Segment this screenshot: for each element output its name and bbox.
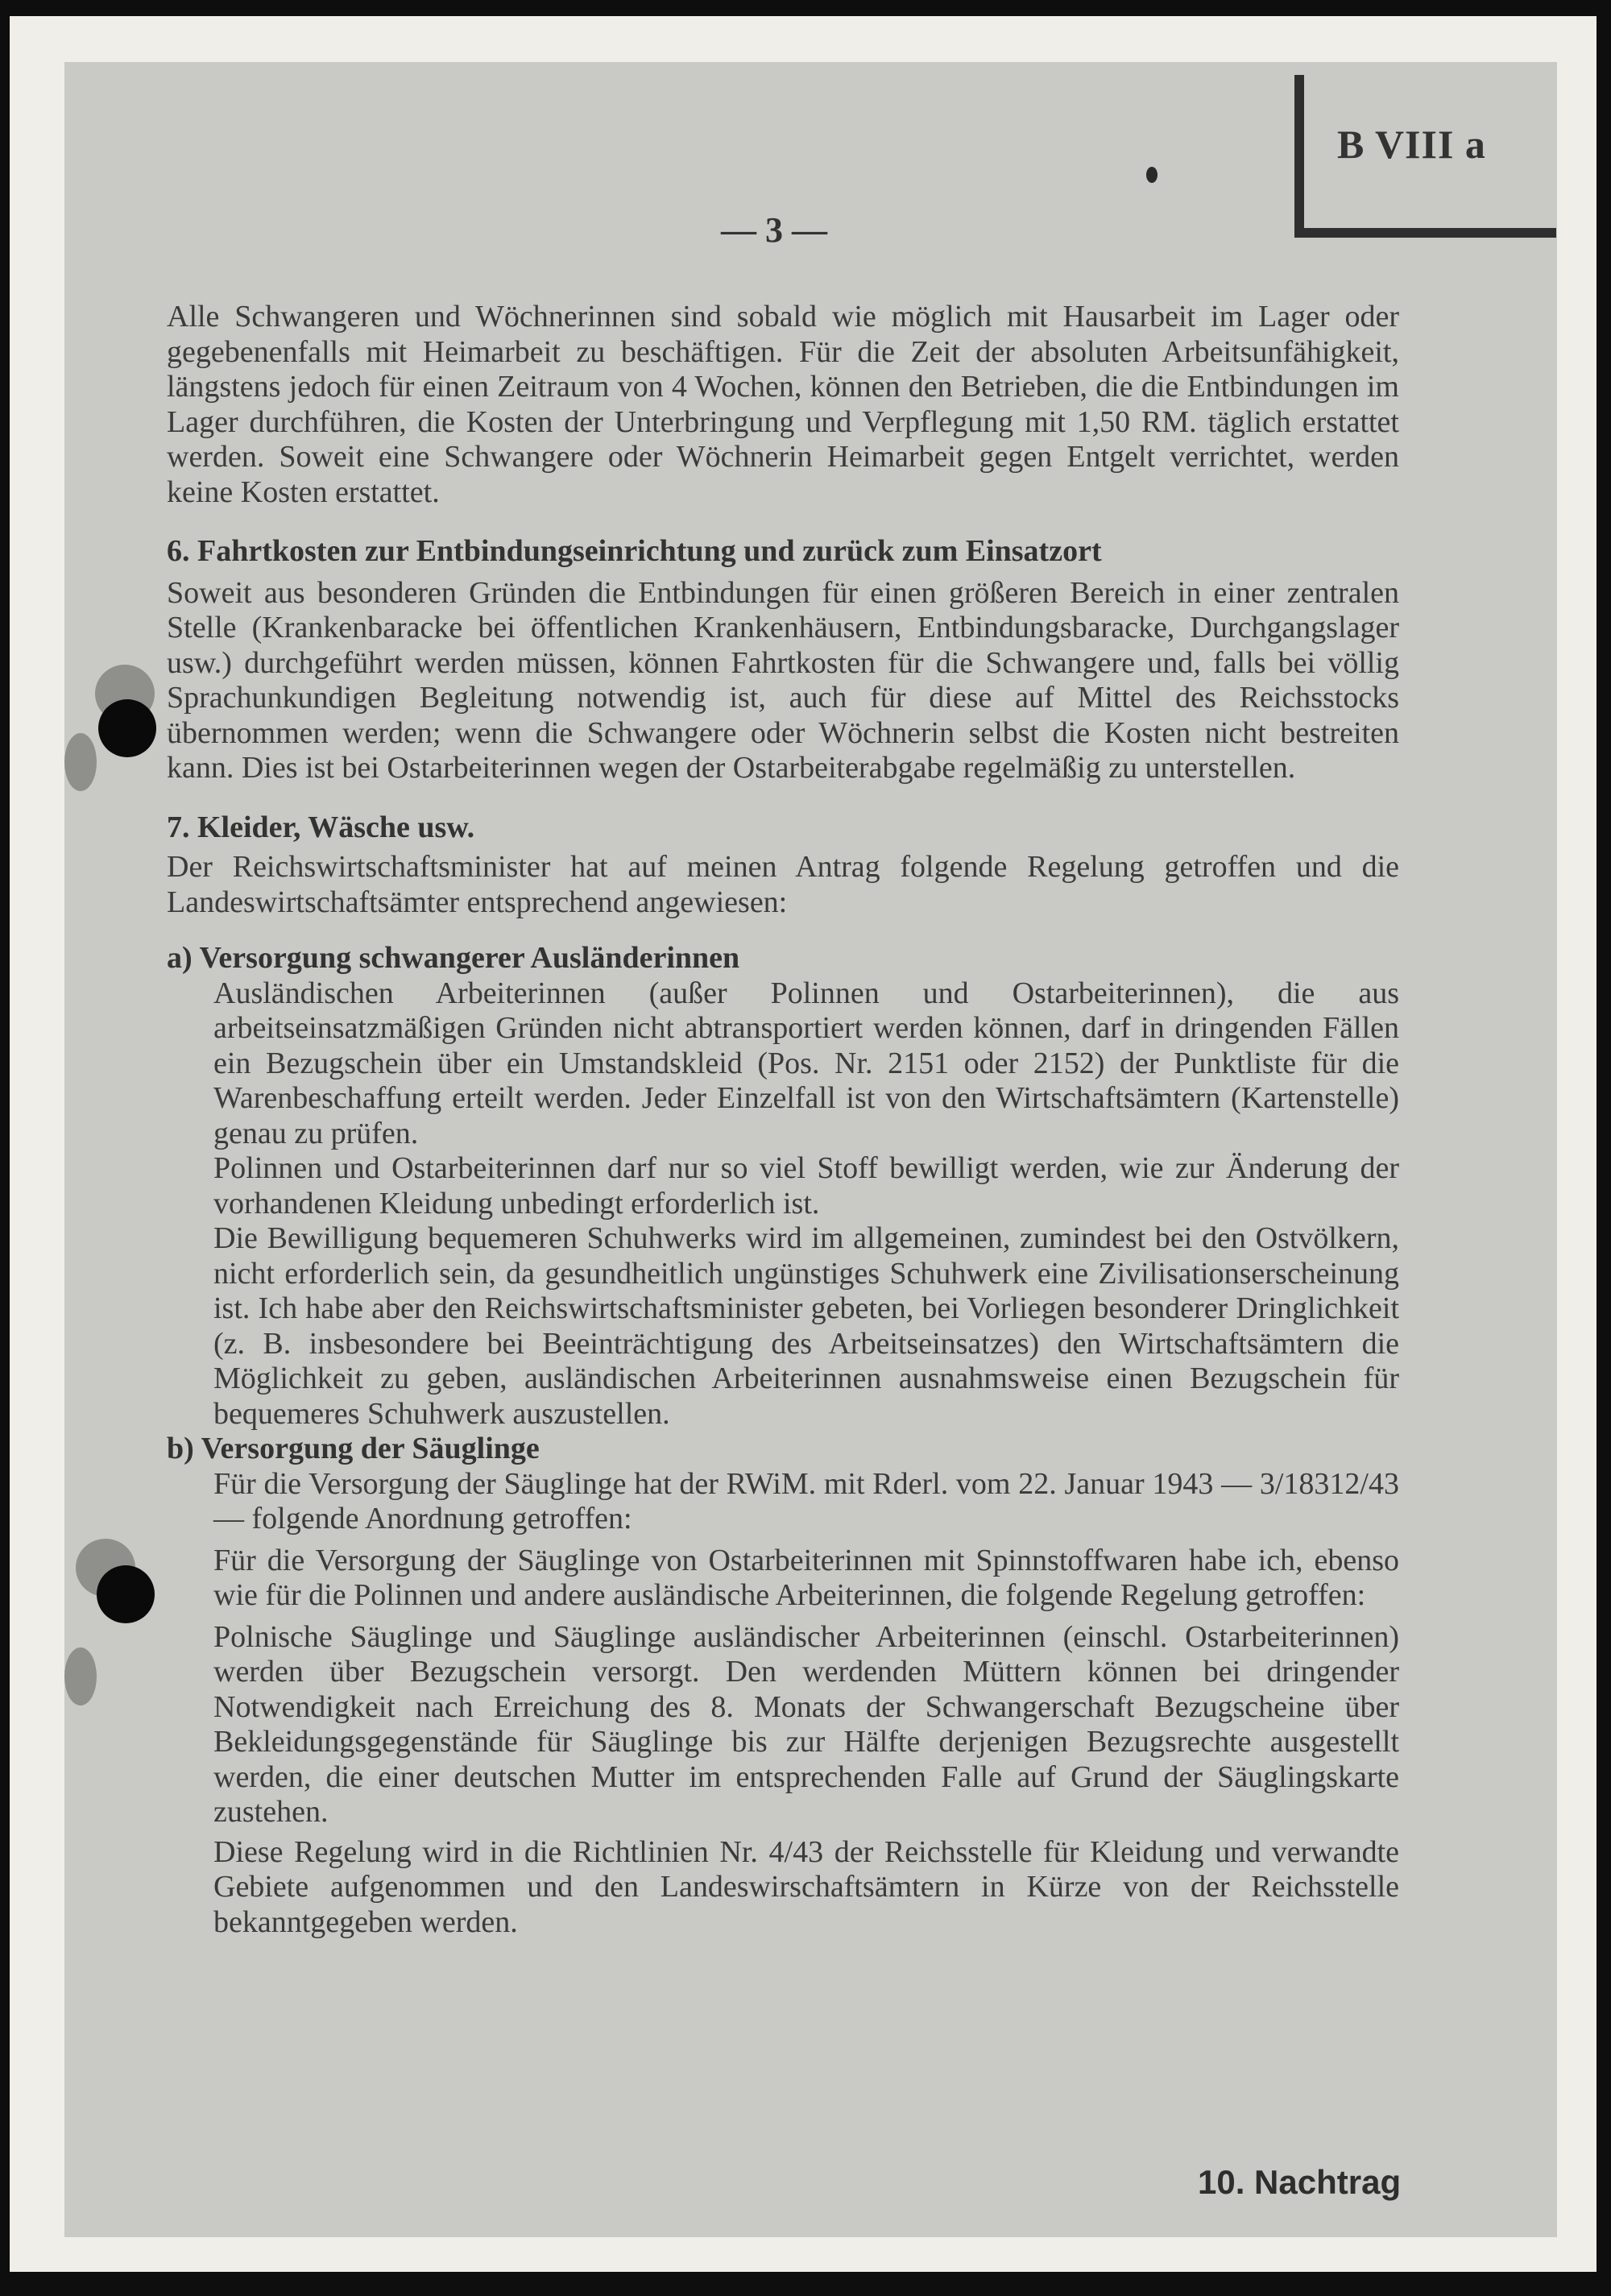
page-number: — 3 — [721,210,827,250]
subsection-b-paragraph: Diese Regelung wird in die Richtlinien Nr. 4/43 der Reichsstelle für Kleidung und verwandte Gebiete aufgenommen und den Landeswirschaftsämtern in Kürze von der Reichsstelle bekanntgegeben werden. [213,1834,1399,1939]
subsection-a-paragraph: Ausländischen Arbeiterinnen (außer Polinnen und Ostarbeiterinnen), die aus arbeitseinsatzmäßigen Gründen nicht abtransportiert werden können, darf in dringenden Fällen ein Bezugschein über ein Umstandskleid (Pos. Nr. 2151 oder 2152) der Punktliste für die Warenbeschaffung erteilt werden. Jeder Einzelfall ist von den Wirtschaftsämtern (Kartenstelle) genau zu prüfen. [213,976,1399,1150]
reference-box-left-rule [1294,75,1304,236]
section-7-heading: 7. Kleider, Wäsche usw. [167,810,475,844]
document-body [167,300,1399,1940]
reference-box-bottom-rule [1294,228,1556,238]
subsection-b-paragraph: Polnische Säuglinge und Säuglinge ausländischer Arbeiterinnen (einschl. Ostarbeiterinnen) werden über Bezugschein versorgt. Den werdenden Müttern können bei dringender Notwendigkeit nach Erreichung des 8. Monats der Schwangerschaft Bezugscheine über Bekleidungsgegenstände für Säuglinge bis zur Hälfte derjenigen Bezugsrechte ausgestellt werden, die einer deutschen Mutter im entsprechenden Falle auf Grund der Säuglingskarte zustehen. [213,1619,1399,1829]
section-7-intro: Der Reichswirtschaftsminister hat auf meinen Antrag folgende Regelung getroffen und die Landeswirtschaftsämter entsprechend angewiesen: [167,850,1399,919]
punch-hole-shadow [64,733,97,791]
punch-hole-shadow [64,1647,97,1705]
subsection-a-paragraph: Polinnen und Ostarbeiterinnen darf nur so viel Stoff bewilligt werden, wie zur Änderung der vorhandenen Kleidung unbedingt erforderlich ist. [213,1151,1399,1221]
section-6-body: Soweit aus besonderen Gründen die Entbindungen für einen größeren Bereich in einer zentralen Stelle (Krankenbaracke bei öffentlichen Krankenhäusern, Entbindungsbaracke, Durchgangslager usw.) durchgeführt werden müssen, können Fahrtkosten für die Schwangere und, falls bei völlig Sprachunkundigen Begleitung notwendig ist, auch für diese auf Mittel des Reichsstocks übernommen werden; wenn die Schwangere oder Wöchnerin selbst die Kosten nicht bestreiten kann. Dies ist bei Ostarbeiterinnen wegen der Ostarbeiterabgabe regelmäßig zu unterstellen. [167,575,1399,785]
punch-hole-icon [97,1565,155,1623]
intro-paragraph: Alle Schwangeren und Wöchnerinnen sind sobald wie möglich mit Hausarbeit im Lager oder gegebenenfalls mit Heimarbeit zu beschäftigen. Für die Zeit der absoluten Arbeitsunfähigkeit, längstens jedoch für einen Zeitraum von 4 Wochen, können den Betrieben, die die Entbindungen im Lager durchführen, die Kosten der Unterbringung und Verpflegung mit 1,50 RM. täglich erstattet werden. Soweit eine Schwangere oder Wöchnerin Heimarbeit gegen Entgelt verrichtet, werden keine Kosten erstattet. [167,300,1399,509]
ink-spot [1146,167,1158,183]
section-6-heading: 6. Fahrtkosten zur Entbindungseinrichtung und zurück zum Einsatzort [167,534,1102,568]
subsection-a-paragraph: Die Bewilligung bequemeren Schuhwerks wird im allgemeinen, zumindest bei den Ostvölkern, nicht erforderlich sein, da gesundheitlich ungünstiges Schuhwerk eine Zivilisationserscheinung ist. Ich habe aber den Reichswirtschaftsminister gebeten, bei Vorliegen besonderer Dringlichkeit (z. B. insbesondere bei Beeinträchtigung des Arbeitseinsatzes) den Wirtschaftsämtern die Möglichkeit zu geben, ausländischen Arbeiterinnen ausnahmsweise einen Bezugschein für bequemeres Schuhwerk auszustellen. [213,1221,1399,1431]
punch-hole-icon [98,699,156,757]
document-reference: B VIII a [1337,122,1486,167]
subsection-a-heading: a) Versorgung schwangerer Ausländerinnen [167,941,740,975]
subsection-b-paragraph: Für die Versorgung der Säuglinge von Ostarbeiterinnen mit Spinnstoffwaren habe ich, ebenso wie für die Polinnen und andere ausländische Arbeiterinnen, die folgende Regelung getroffen: [213,1543,1399,1612]
subsection-a-body [167,976,1399,1432]
subsection-b-heading: b) Versorgung der Säuglinge [167,1432,540,1465]
subsection-b-paragraph: Für die Versorgung der Säuglinge hat der RWiM. mit Rderl. vom 22. Januar 1943 — 3/18312/43 — folgende Anordnung getroffen: [213,1466,1399,1536]
subsection-b-body [167,1467,1399,1941]
footer-supplement-label: 10. Nachtrag [1198,2163,1402,2201]
